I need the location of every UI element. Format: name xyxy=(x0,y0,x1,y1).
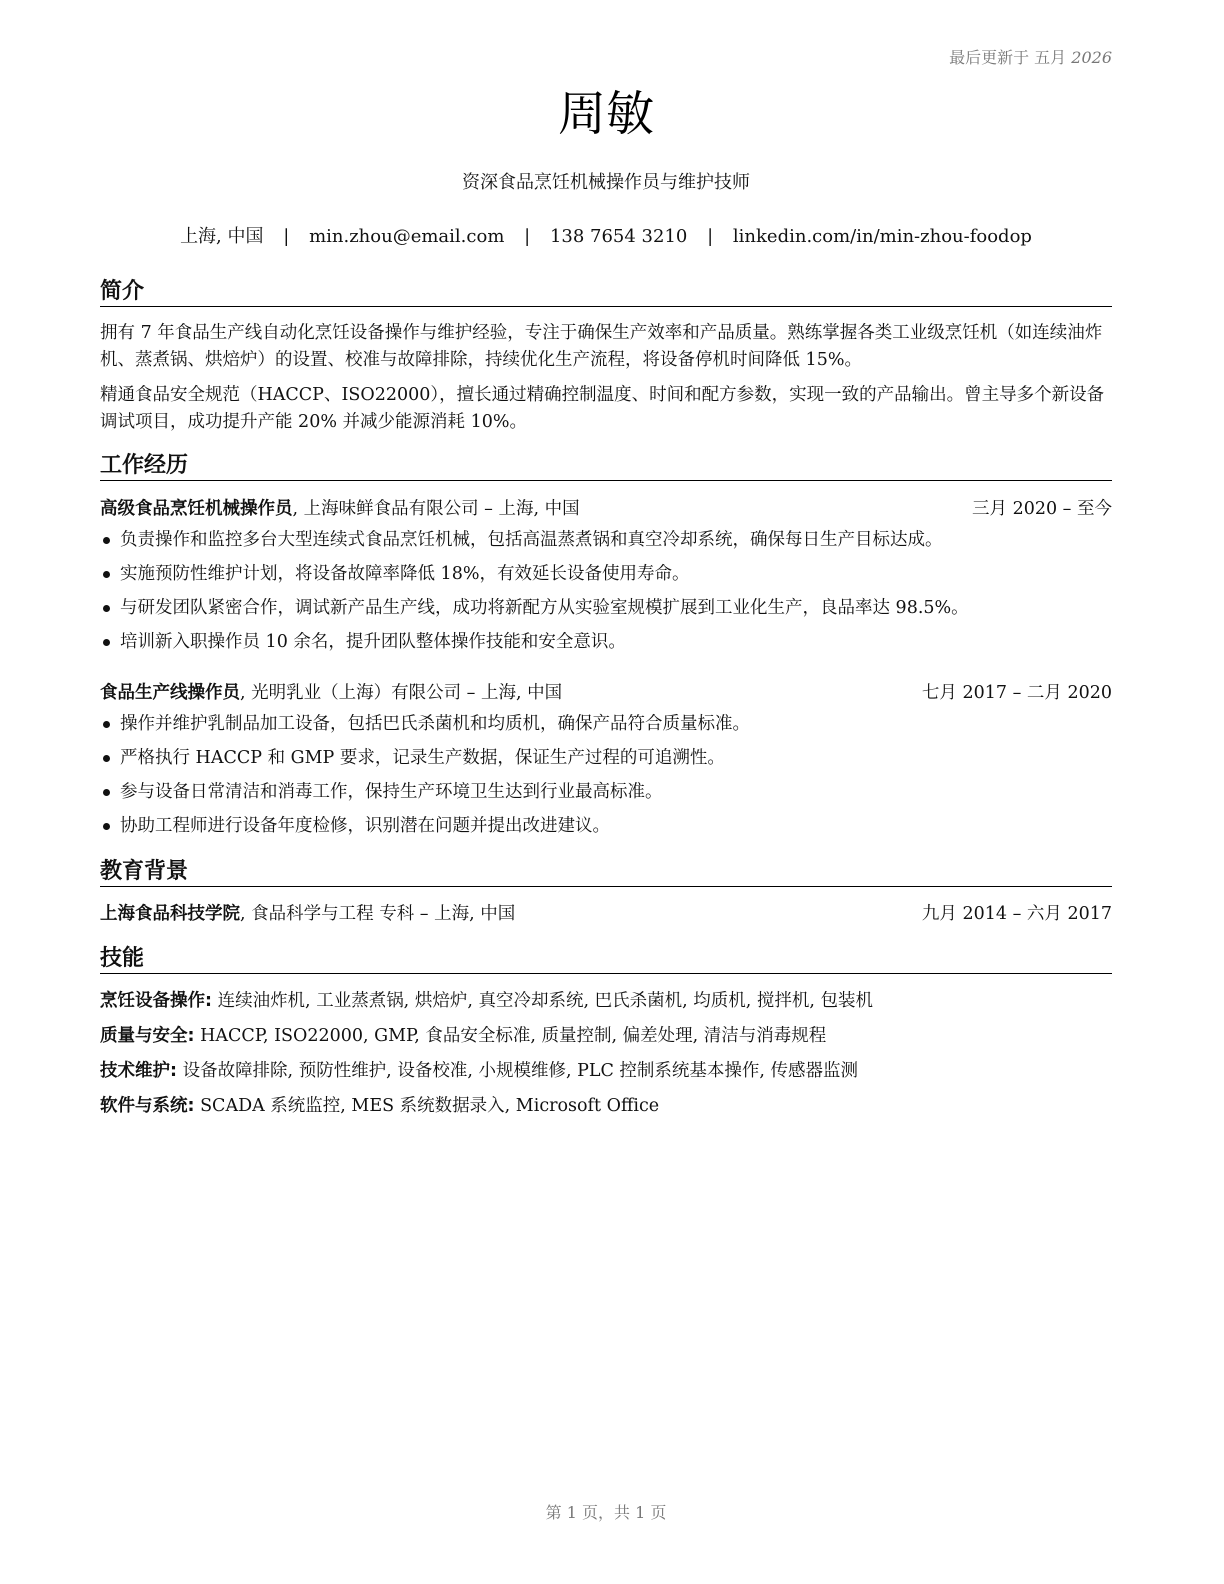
bullet-text: 负责操作和监控多台大型连续式食品烹饪机械，包括高温蒸煮锅和真空冷却系统，确保每日生产目标达成。 xyxy=(120,530,943,550)
bullet-icon xyxy=(103,755,110,762)
list-item xyxy=(100,745,1112,779)
contact-line xyxy=(100,224,1112,250)
bullet-icon xyxy=(103,537,110,544)
resume-page xyxy=(100,0,1112,1584)
bullet-icon xyxy=(103,571,110,578)
bullet-icon xyxy=(103,639,110,646)
education-dates: 九月 2014 – 六月 2017 xyxy=(921,904,1112,924)
skill-value: SCADA 系统监控, MES 系统数据录入, Microsoft Office xyxy=(194,1096,660,1116)
last-updated-year: 2026 xyxy=(1071,48,1112,67)
page-number: 第 1 页，共 1 页 xyxy=(545,1503,667,1522)
section-title-summary: 简介 xyxy=(100,278,1112,307)
list-item xyxy=(100,711,1112,745)
skill-label: 质量与安全: xyxy=(100,1026,195,1046)
bullet-text: 培训新入职操作员 10 余名，提升团队整体操作技能和安全意识。 xyxy=(120,632,626,652)
skill-value: HACCP, ISO22000, GMP, 食品安全标准, 质量控制, 偏差处理, 清洁与消毒规程 xyxy=(194,1026,827,1046)
summary-paragraph: 精通食品安全规范（HACCP、ISO22000），擅长通过精确控制温度、时间和配方参数，实现一致的产品输出。曾主导多个新设备调试项目，成功提升产能 20% 并减少能源消耗 10%。 xyxy=(100,385,1105,432)
contact-location: 上海, 中国 xyxy=(180,226,264,247)
contact-separator: | xyxy=(524,226,531,247)
skill-value: 设备故障排除, 预防性维护, 设备校准, 小规模维修, PLC 控制系统基本操作, 传感器监测 xyxy=(177,1061,859,1081)
contact-separator: | xyxy=(283,226,290,247)
skill-value: 连续油炸机, 工业蒸煮锅, 烘焙炉, 真空冷却系统, 巴氏杀菌机, 均质机, 搅拌机, 包装机 xyxy=(212,991,873,1011)
contact-email[interactable]: min.zhou@email.com xyxy=(309,226,505,247)
skill-label: 烹饪设备操作: xyxy=(100,991,212,1011)
job-dates: 三月 2020 – 至今 xyxy=(972,499,1112,519)
skill-label: 软件与系统: xyxy=(100,1096,195,1116)
job-dates: 七月 2017 – 二月 2020 xyxy=(921,683,1112,703)
skill-row xyxy=(100,988,1112,1014)
education-detail: , 食品科学与工程 专科 – 上海, 中国 xyxy=(240,904,516,924)
bullet-icon xyxy=(103,605,110,612)
section-title-education: 教育背景 xyxy=(100,858,1112,887)
bullet-text: 严格执行 HACCP 和 GMP 要求，记录生产数据，保证生产过程的可追溯性。 xyxy=(120,748,725,768)
job-bullets xyxy=(100,711,1112,847)
job-title-line xyxy=(100,496,580,522)
job-org: , 光明乳业（上海）有限公司 – 上海, 中国 xyxy=(240,683,563,703)
list-item xyxy=(100,595,1112,629)
bullet-icon xyxy=(103,823,110,830)
job-bullets xyxy=(100,527,1112,663)
last-updated xyxy=(949,45,1112,68)
list-item xyxy=(100,527,1112,561)
bullet-text: 操作并维护乳制品加工设备，包括巴氏杀菌机和均质机，确保产品符合质量标准。 xyxy=(120,714,750,734)
bullet-text: 实施预防性维护计划，将设备故障率降低 18%，有效延长设备使用寿命。 xyxy=(120,564,690,584)
section-title-skills: 技能 xyxy=(100,945,1112,974)
education-entry xyxy=(100,901,1112,927)
summary-paragraph: 拥有 7 年食品生产线自动化烹饪设备操作与维护经验，专注于确保生产效率和产品质量。熟练掌握各类工业级烹饪机（如连续油炸机、蒸煮锅、烘焙炉）的设置、校准与故障排除，持续优化生产流程，将设备停机时间降低 15%。 xyxy=(100,323,1103,370)
candidate-headline: 资深食品烹饪机械操作员与维护技师 xyxy=(462,172,750,193)
job-org: , 上海味鲜食品有限公司 – 上海, 中国 xyxy=(292,499,580,519)
bullet-text: 参与设备日常清洁和消毒工作，保持生产环境卫生达到行业最高标准。 xyxy=(120,782,663,802)
contact-separator: | xyxy=(707,226,714,247)
contact-linkedin[interactable]: linkedin.com/in/min-zhou-foodop xyxy=(732,226,1032,247)
job-header xyxy=(100,680,1112,706)
job-role: 高级食品烹饪机械操作员 xyxy=(100,499,293,519)
list-item xyxy=(100,779,1112,813)
list-item xyxy=(100,813,1112,847)
education-school: 上海食品科技学院 xyxy=(100,904,240,924)
last-updated-prefix: 最后更新于 五月 xyxy=(949,48,1067,67)
job-role: 食品生产线操作员 xyxy=(100,683,240,703)
skill-row xyxy=(100,1093,1112,1119)
skill-label: 技术维护: xyxy=(100,1061,177,1081)
section-title-experience: 工作经历 xyxy=(100,452,1112,481)
bullet-text: 与研发团队紧密合作，调试新产品生产线，成功将新配方从实验室规模扩展到工业化生产，良品率达 98.5%。 xyxy=(120,598,969,618)
skill-row xyxy=(100,1058,1112,1084)
contact-phone[interactable]: 138 7654 3210 xyxy=(549,226,688,247)
skill-row xyxy=(100,1023,1112,1049)
bullet-icon xyxy=(103,789,110,796)
bullet-icon xyxy=(103,721,110,728)
job-title-line xyxy=(100,680,562,706)
list-item xyxy=(100,629,1112,663)
education-line xyxy=(100,901,515,927)
job-header xyxy=(100,496,1112,522)
candidate-name: 周敏 xyxy=(557,86,654,142)
list-item xyxy=(100,561,1112,595)
bullet-text: 协助工程师进行设备年度检修，识别潜在问题并提出改进建议。 xyxy=(120,816,610,836)
